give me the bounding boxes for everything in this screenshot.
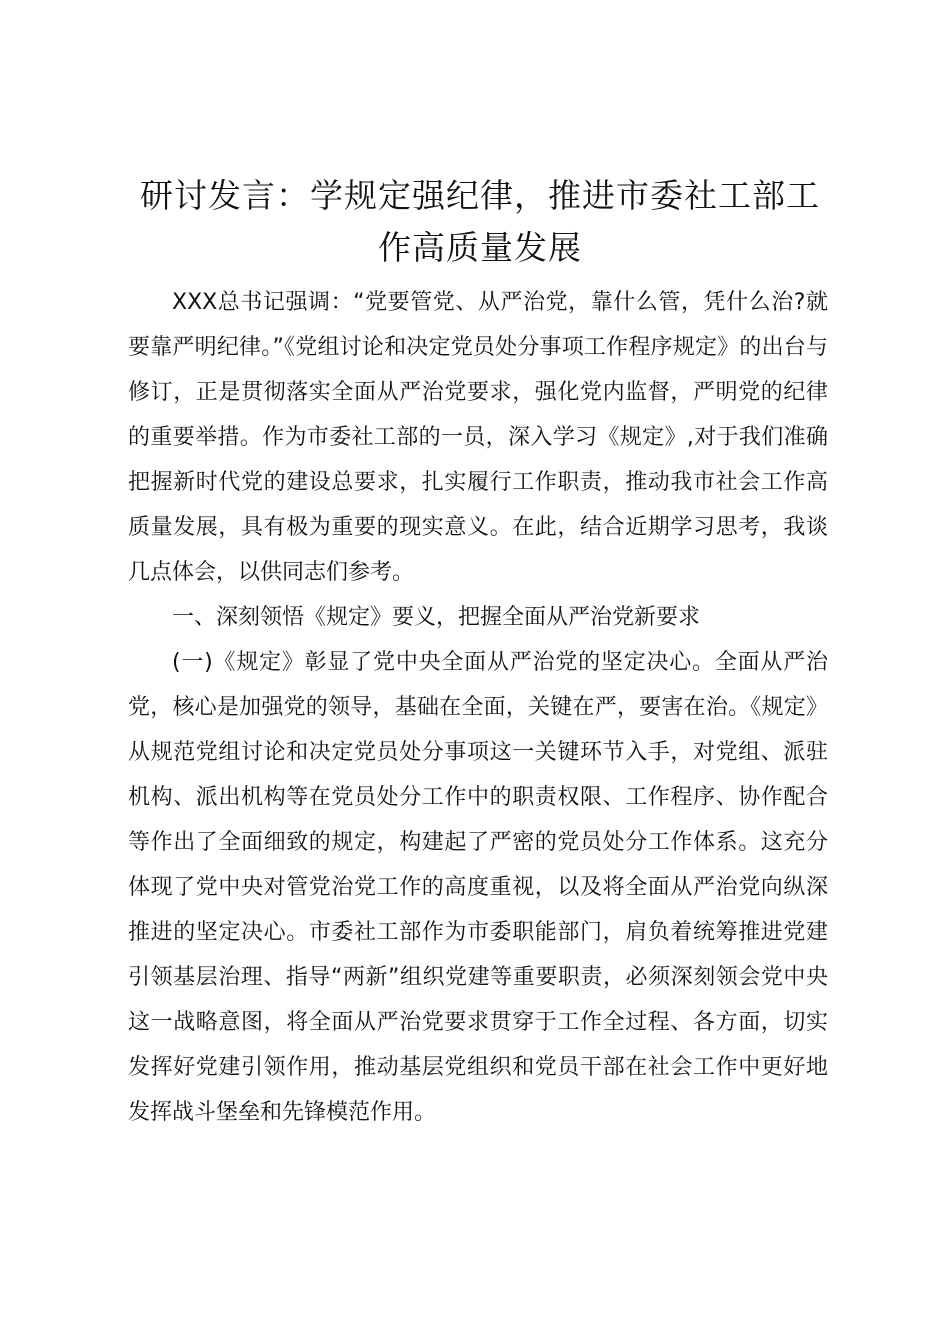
- title-line-2: 作高质量发展: [378, 228, 582, 267]
- intro-paragraph: XXX总书记强调：“党要管党、从严治党，靠什么管，凭什么治?就要靠严明纪律。”《党组讨论和决定党员处分事项工作程序规定》的出台与修订，正是贯彻落实全面从严治党要求，强化党内监督，严明党的纪律的重要举措。作为市委社工部的一员，深入学习《规定》,对于我们准确把握新时代党的建设总要求，扎实履行工作职责，推动我市社会工作高质量发展，具有极为重要的现实意义。在此，结合近期学习思考，我谈几点体会，以供同志们参考。: [128, 290, 828, 585]
- document-body: [128, 280, 828, 1135]
- document-title: [110, 170, 850, 274]
- section-heading: 一、深刻领悟《规定》要义，把握全面从严治党新要求: [172, 605, 701, 630]
- title-line-1: 研讨发言：学规定强纪律，推进市委社工部工: [140, 176, 820, 215]
- subsection-paragraph: (一)《规定》彰显了党中央全面从严治党的坚定决心。全面从严治党，核心是加强党的领导，基础在全面，关键在严，要害在治。《规定》从规范党组讨论和决定党员处分事项这一关键环节入手，对党组、派驻机构、派出机构等在党员处分工作中的职责权限、工作程序、协作配合等作出了全面细致的规定，构建起了严密的党员处分工作体系。这充分体现了党中央对管党治党工作的高度重视，以及将全面从严治党向纵深推进的坚定决心。市委社工部作为市委职能部门，肩负着统筹推进党建引领基层治理、指导“两新”组织党建等重要职责，必须深刻领会党中央这一战略意图，将全面从严治党要求贯穿于工作全过程、各方面，切实发挥好党建引领作用，推动基层党组织和党员干部在社会工作中更好地发挥战斗堡垒和先锋模范作用。: [128, 650, 828, 1125]
